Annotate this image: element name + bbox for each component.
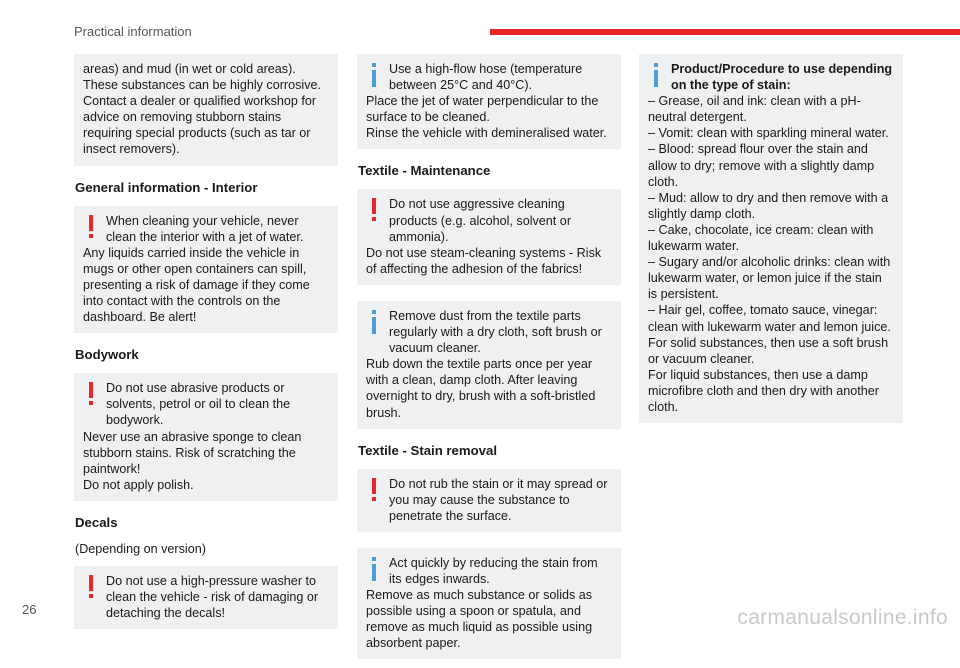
decals-note: (Depending on version) — [75, 541, 206, 556]
info-icon — [652, 63, 660, 87]
info-icon — [370, 310, 378, 334]
heading-stain-removal: Textile - Stain removal — [358, 442, 498, 458]
warning-icon — [370, 198, 378, 222]
running-header: Practical information — [74, 24, 192, 39]
warning-box-interior: When cleaning your vehicle, never clean the interior with a jet of water. Any liquids carried inside the vehicle in mugs or other open containers can spill, presenting a risk of damage if they come into contact with the controls on the dashboard. Be alert! — [74, 206, 338, 334]
info-box-hose: Use a high-flow hose (temperature between 25°C and 40°C). Place the jet of water perpendicular to the surface to be cleaned. Rinse the vehicle with demineralised water. — [357, 54, 621, 149]
heading-general-interior: General information - Interior — [75, 179, 258, 195]
continued-note-box: areas) and mud (in wet or cold areas). These substances can be highly corrosive. Contact a dealer or qualified workshop for advice on removing stubborn stains requiring special products (such as tar or insect removers). — [74, 54, 338, 166]
header-accent-bar — [490, 29, 960, 35]
heading-bodywork: Bodywork — [75, 347, 139, 363]
warning-box-textile: Do not use aggressive cleaning products (e.g. alcohol, solvent or ammonia). Do not use steam-cleaning systems - Risk of affecting the adhesion of the fabrics! — [357, 189, 621, 284]
warning-icon — [87, 382, 95, 406]
page-number: 26 — [22, 602, 37, 617]
warning-icon — [87, 575, 95, 599]
info-box-textile: Remove dust from the textile parts regularly with a dry cloth, soft brush or vacuum cleaner. Rub down the textile parts once per year with a clean, damp cloth. After leaving overnight to dry, brush with a soft-bristled brush. — [357, 301, 621, 429]
info-box-stain: Act quickly by reducing the stain from its edges inwards. Remove as much substance or solids as possible using a spoon or spatula, and remove as much liquid as possible using absorbent paper. — [357, 548, 621, 660]
watermark: carmanualsonline.info — [737, 606, 948, 629]
warning-box-bodywork: Do not use abrasive products or solvents, petrol or oil to clean the bodywork. Never use an abrasive sponge to clean stubborn stains. Risk of scratching the paintwork! Do not apply polish. — [74, 373, 338, 501]
heading-textile-maintenance: Textile - Maintenance — [358, 163, 491, 179]
info-icon — [370, 63, 378, 87]
column-1 — [74, 54, 338, 638]
info-box-stain-products: Product/Procedure to use depending on the type of stain: – Grease, oil and ink: clean with a pH-neutral detergent. – Vomit: clean with sparkling mineral water. – Blood: spread flour over the stain and allow to dry; remove with a slightly damp cloth. – Mud: allow to dry and then remove with a slightly damp cloth. – Cake, chocolate, ice cream: clean with lukewarm water. – Sugary and/or alcoholic drinks: clean with lukewarm water, or lemon juice if the stain is persistent. – Hair gel, coffee, tomato sauce, vinegar: clean with lukewarm water and lemon juice. For solid substances, then use a soft brush or vacuum cleaner. For liquid substances, then use a damp microfibre cloth and then dry with another cloth. — [639, 54, 903, 423]
warning-icon — [87, 215, 95, 239]
warning-icon — [370, 478, 378, 502]
warning-box-decals: Do not use a high-pressure washer to clean the vehicle - risk of damaging or detaching the decals! — [74, 566, 338, 629]
heading-decals: Decals — [75, 514, 118, 530]
info-icon — [370, 557, 378, 581]
column-3 — [639, 54, 903, 432]
column-2 — [357, 54, 621, 668]
warning-box-stain: Do not rub the stain or it may spread or you may cause the substance to penetrate the surface. — [357, 469, 621, 532]
